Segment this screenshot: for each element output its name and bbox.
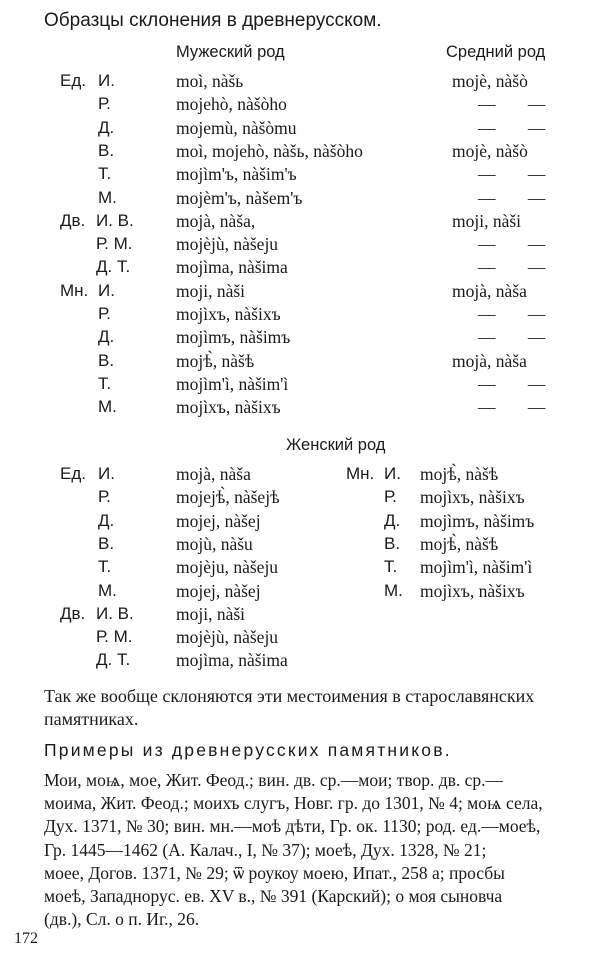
- feminine-form: mojèjù, nàšeju: [176, 627, 279, 648]
- table-row: [0, 534, 600, 558]
- example-line: моее, Догов. 1371, № 29; ѿ роукоу моею, Ипат., 258 а; просбы: [44, 862, 505, 883]
- feminine-plural-form: mojѣ̀, nàšѣ: [420, 464, 499, 484]
- table-row: [0, 188, 600, 212]
- masculine-form: mojìm'ъ, nàšim'ъ: [176, 164, 297, 185]
- neuter-form: — —: [478, 397, 560, 418]
- neuter-form: — —: [478, 187, 560, 208]
- table-row: [0, 211, 600, 235]
- neuter-form: mojè, nàšò: [452, 71, 528, 91]
- page-heading: Образцы склонения в древнерусском.: [44, 10, 382, 31]
- example-line: Гр. 1445—1462 (А. Калач., I, № 37); моеѣ, Дух. 1328, № 21;: [44, 839, 487, 860]
- masculine-form: moì, nàšь: [176, 71, 244, 91]
- case-label: Р.: [98, 487, 111, 507]
- table-row: [0, 234, 600, 258]
- masculine-form: mojemù, nàšòmu: [176, 117, 297, 138]
- feminine-plural-form: mojѣ̀, nàšѣ: [420, 533, 499, 554]
- case-label: Д.: [98, 117, 115, 137]
- masculine-form: mojìm'ì, nàšim'ì: [176, 373, 289, 394]
- case-label: В.: [98, 350, 115, 370]
- case-label: Д.: [98, 327, 115, 347]
- table-row: [0, 281, 600, 305]
- masculine-form: mojà, nàša,: [176, 210, 256, 231]
- table-row: [0, 118, 600, 142]
- case-label: И.: [98, 280, 115, 300]
- table-row: [0, 351, 600, 375]
- neuter-form: moji, nàši: [452, 210, 522, 231]
- neuter-form: mojà, nàša: [452, 280, 527, 301]
- feminine-form: mojà, nàša: [176, 464, 251, 484]
- number-label: Мн.: [346, 464, 375, 483]
- masculine-form: mojìmъ, nàšimъ: [176, 327, 291, 348]
- feminine-form: moji, nàši: [176, 603, 246, 624]
- example-line: Мои, моѩ, мое, Жит. Феод.; вин. дв. ср.—мои; твор. дв. ср.—: [44, 770, 504, 790]
- feminine-plural-form: mojìxъ, nàšixъ: [420, 580, 525, 601]
- case-label: М.: [98, 580, 117, 600]
- example-line: Дух. 1371, № 30; вин. мн.—моѣ дѣти, Гр. ок. 1130; род. ед.—моеѣ,: [44, 816, 541, 837]
- table-row: [0, 581, 600, 605]
- neuter-form: — —: [478, 373, 560, 394]
- case-label: В.: [98, 140, 115, 160]
- feminine-form: mojej, nàšej: [176, 580, 261, 601]
- paragraph-line-2: памятниках.: [44, 709, 139, 729]
- examples-heading: Примеры из древнерусских памятников.: [44, 740, 452, 760]
- feminine-plural-form: mojìxъ, nàšixъ: [420, 487, 525, 508]
- feminine-form: mojej, nàšej: [176, 510, 261, 531]
- case-label: И.: [98, 71, 115, 90]
- table-row: [0, 557, 600, 581]
- masculine-form: moì, mojehò, nàšь, nàšòho: [176, 140, 363, 161]
- neuter-form: — —: [478, 117, 560, 138]
- example-line: моеѣ, Западнорус. ев. XV в., № 391 (Карский); о моя сыновча: [44, 886, 503, 906]
- table-row: [0, 604, 600, 628]
- feminine-form: mojù, nàšu: [176, 533, 253, 554]
- case-label: И.: [384, 464, 401, 483]
- table-row: [0, 487, 600, 511]
- number-label: Мн.: [60, 280, 89, 300]
- case-label: Д. Т.: [96, 650, 131, 670]
- table-row: [0, 141, 600, 165]
- case-label: М.: [384, 580, 403, 600]
- case-label: Д. Т.: [96, 257, 131, 277]
- masculine-form: mojìxъ, nàšixъ: [176, 304, 281, 324]
- case-label: М.: [98, 397, 117, 417]
- table-row: [0, 327, 600, 351]
- case-label: Р. М.: [96, 627, 133, 647]
- neuter-form: mojè, nàšò: [452, 140, 528, 161]
- masculine-form: mojѣ̀, nàšѣ: [176, 350, 255, 371]
- masculine-form: mojèm'ъ, nàšem'ъ: [176, 187, 303, 208]
- feminine-form: mojejѣ̀, nàšejѣ: [176, 487, 280, 508]
- table-row: [0, 650, 600, 674]
- case-label: Р. М.: [96, 234, 133, 254]
- table-row: [0, 374, 600, 398]
- neuter-form: — —: [478, 304, 560, 324]
- feminine-plural-form: mojìmъ, nàšimъ: [420, 510, 535, 531]
- case-label: Р.: [98, 94, 111, 114]
- example-line: (дв.), Сл. о п. Иг., 26.: [44, 909, 200, 930]
- case-label: В.: [384, 533, 401, 553]
- neuter-form: — —: [478, 164, 560, 185]
- case-label: Д.: [98, 510, 115, 530]
- case-label: Д.: [384, 510, 401, 530]
- table-row: [0, 164, 600, 188]
- case-label: Т.: [98, 164, 112, 184]
- case-label: И.: [98, 464, 115, 483]
- case-label: В.: [98, 533, 115, 553]
- neuter-form: — —: [478, 94, 560, 115]
- table-row: [0, 257, 600, 281]
- number-label: Ед.: [60, 71, 86, 90]
- table-row: [0, 627, 600, 651]
- case-label: И. В.: [96, 210, 134, 230]
- feminine-form: mojèju, nàšeju: [176, 557, 279, 578]
- masculine-header: Мужеский род: [176, 43, 285, 61]
- masculine-form: mojèjù, nàšeju: [176, 234, 279, 255]
- paragraph-line-1: Так же вообще склоняются эти местоимения в старославянских: [44, 686, 535, 706]
- case-label: Т.: [98, 373, 112, 393]
- table-row: [0, 397, 600, 421]
- masculine-form: mojìxъ, nàšixъ: [176, 397, 281, 418]
- number-label: Ед.: [60, 464, 86, 483]
- number-label: Дв.: [60, 210, 86, 230]
- case-label: Р.: [98, 304, 111, 323]
- neuter-form: — —: [478, 234, 560, 255]
- neuter-form: — —: [478, 327, 560, 348]
- case-label: И. В.: [96, 603, 134, 623]
- feminine-header: Женский род: [286, 436, 386, 454]
- masculine-form: mojìma, nàšima: [176, 257, 288, 278]
- table-row: [0, 464, 600, 488]
- case-label: М.: [98, 187, 117, 207]
- table-row: [0, 511, 600, 535]
- table-row: [0, 304, 600, 328]
- neuter-header: Средний род: [446, 43, 546, 61]
- case-label: Т.: [384, 557, 398, 577]
- case-label: Р.: [384, 487, 397, 507]
- masculine-form: mojehò, nàšòho: [176, 94, 287, 115]
- case-label: Т.: [98, 557, 112, 577]
- feminine-plural-form: mojìm'ì, nàšim'ì: [420, 557, 533, 578]
- table-row: [0, 71, 600, 95]
- example-line: моима, Жит. Феод.; моихъ слугъ, Новг. гр. до 1301, № 4; моѩ села,: [44, 793, 543, 814]
- neuter-form: mojà, nàša: [452, 350, 527, 371]
- page-number: 172: [14, 930, 38, 947]
- feminine-form: mojìma, nàšima: [176, 650, 288, 671]
- masculine-form: moji, nàši: [176, 280, 246, 301]
- number-label: Дв.: [60, 603, 86, 623]
- table-row: [0, 94, 600, 118]
- neuter-form: — —: [478, 257, 560, 278]
